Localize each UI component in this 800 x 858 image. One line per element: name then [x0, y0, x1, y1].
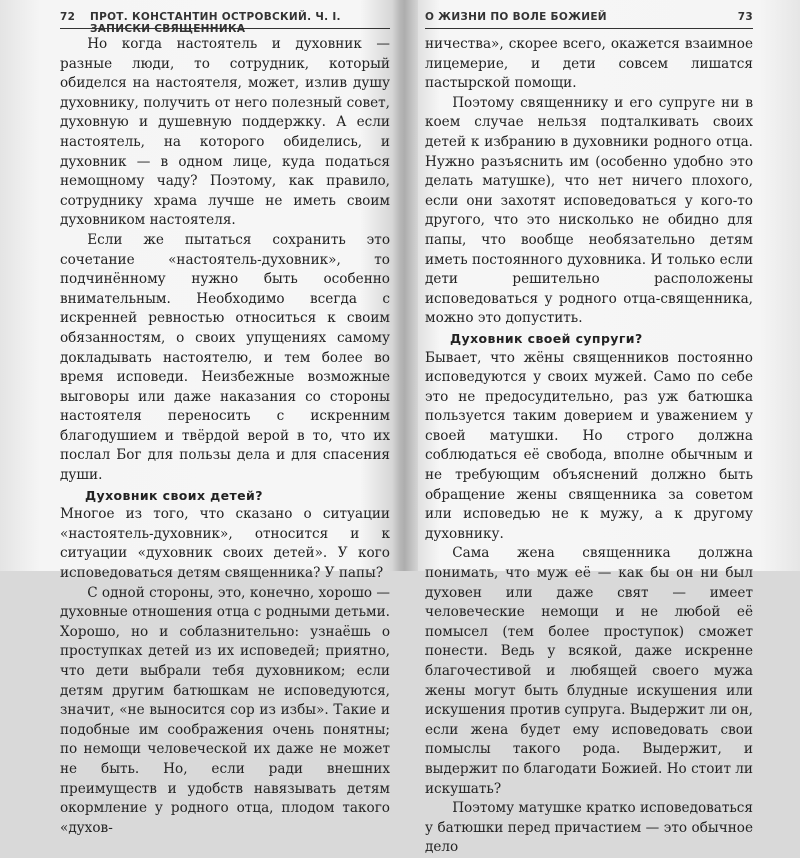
right-running-title: О ЖИЗНИ ПО ВОЛЕ БОЖИЕЙ: [425, 11, 607, 23]
right-paragraph-2: Поэтому священнику и его супруге ни в коем случае нельзя подталкивать своих детей к избранию в духовники родного отца. Нужно разъяснить им (особенно удобно это делать матушке), что нет ничего плохого, если они захотят исповедоваться у кого-то другого, что это нисколько не обидно для папы, что вообще необязательно детям иметь постоянного духовника. И только если дети решительно расположены исповедоваться у родного отца-священника, можно это допустить.: [425, 94, 753, 327]
left-paragraph-2: Если же пытаться сохранить это сочетание «настоятель-духовник», то подчинённому нужно быть особенно внимательным. Необходимо всегда с искренней ревностью относиться к своим обязанностям, о своих упущениях самому докладывать настоятелю, и тем более во время исповеди. Неизбежные возможные выговоры или даже наказания со стороны настоятеля переносить с искренним благодушием и твёрдой верой в то, что их послал Бог для пользы дела и для спасения души.: [60, 231, 390, 484]
left-running-head: [60, 8, 390, 35]
left-running-title: ПРОТ. КОНСТАНТИН ОСТРОВСКИЙ. Ч. I. ЗАПИСКИ СВЯЩЕННИКА: [90, 11, 341, 35]
left-page: [60, 0, 390, 836]
right-paragraph-3: Бывает, что жёны священников постоянно исповедуются у своих мужей. Само по себе это не предосудительно, раз уж батюшка пользуется таким доверием и уважением у своей матушки. Но строго должна соблюдаться её свобода, вполне обычным и не требующим объяснений должно быть обращение жены священника за советом или исповедью не к мужу, а к другому духовнику.: [425, 349, 753, 542]
right-running-head: [425, 8, 753, 29]
left-page-number: 72: [60, 11, 76, 23]
left-paragraph-1: Но когда настоятель и духовник — разные люди, то сотрудник, который обиделся на настоятеля, может, излив душу духовнику, получить от него полезный совет, духовную и душевную поддержку. А если настоятель, на которого обиделись, и духовник — в одном лице, куда податься немощному чаду? Поэтому, как правило, сотруднику храма лучше не иметь своим духовником настоятеля.: [60, 36, 390, 229]
right-page: [425, 0, 753, 856]
right-page-number: 73: [737, 11, 753, 23]
right-paragraph-4: Сама жена священника должна понимать, что муж её — как бы он ни был духовен или даже свят — имеет человеческие немощи и не любой её помысел (тем более проступок) сможет понести. Ведь у всякой, даже искренне благочестивой и любящей своего мужа жены могут быть блудные искушения или искушения против супруга. Выдержит ли он, если жена будет ему исповедовать свои помыслы такого рода. Выдержит, и выдержит по благодати Божией. Но стоит ли искушать?: [425, 545, 753, 797]
right-paragraph-5: Поэтому матушке кратко исповедоваться у батюшки перед причастием — это обычное дело: [425, 800, 753, 856]
left-paragraph-4: С одной стороны, это, конечно, хорошо — духовные отношения отца с родными детьми. Хорошо, но и соблазнительно: узнаёшь о проступках детей из их исповедей; приятно, что дети выбрали тебя духовником; если детям другим батюшкам не исповедуются, значит, «не выносится сор из избы». Такие и подобные им соображения очень понятны; по немощи человеческой их даже не может не быть. Но, если ради внешних преимуществ и удобств навязывать детям окормление у родного отца, плодом такого «духов-: [60, 584, 390, 836]
right-page-body: [425, 35, 753, 858]
book-gutter: [392, 0, 418, 571]
right-paragraph-1: ничества», скорее всего, окажется взаимное лицемерие, и дети совсем лишатся пастырской помощи.: [425, 36, 753, 92]
section-heading-children: Духовник своих детей?: [85, 487, 263, 503]
left-page-body: [60, 35, 390, 838]
left-paragraph-3: Многое из того, что сказано о ситуации «настоятель-духовник», относится и к ситуации «духовник своих детей». У кого исповедоваться детям священника? У папы?: [60, 506, 390, 582]
section-heading-spouse: Духовник своей супруги?: [450, 330, 643, 346]
